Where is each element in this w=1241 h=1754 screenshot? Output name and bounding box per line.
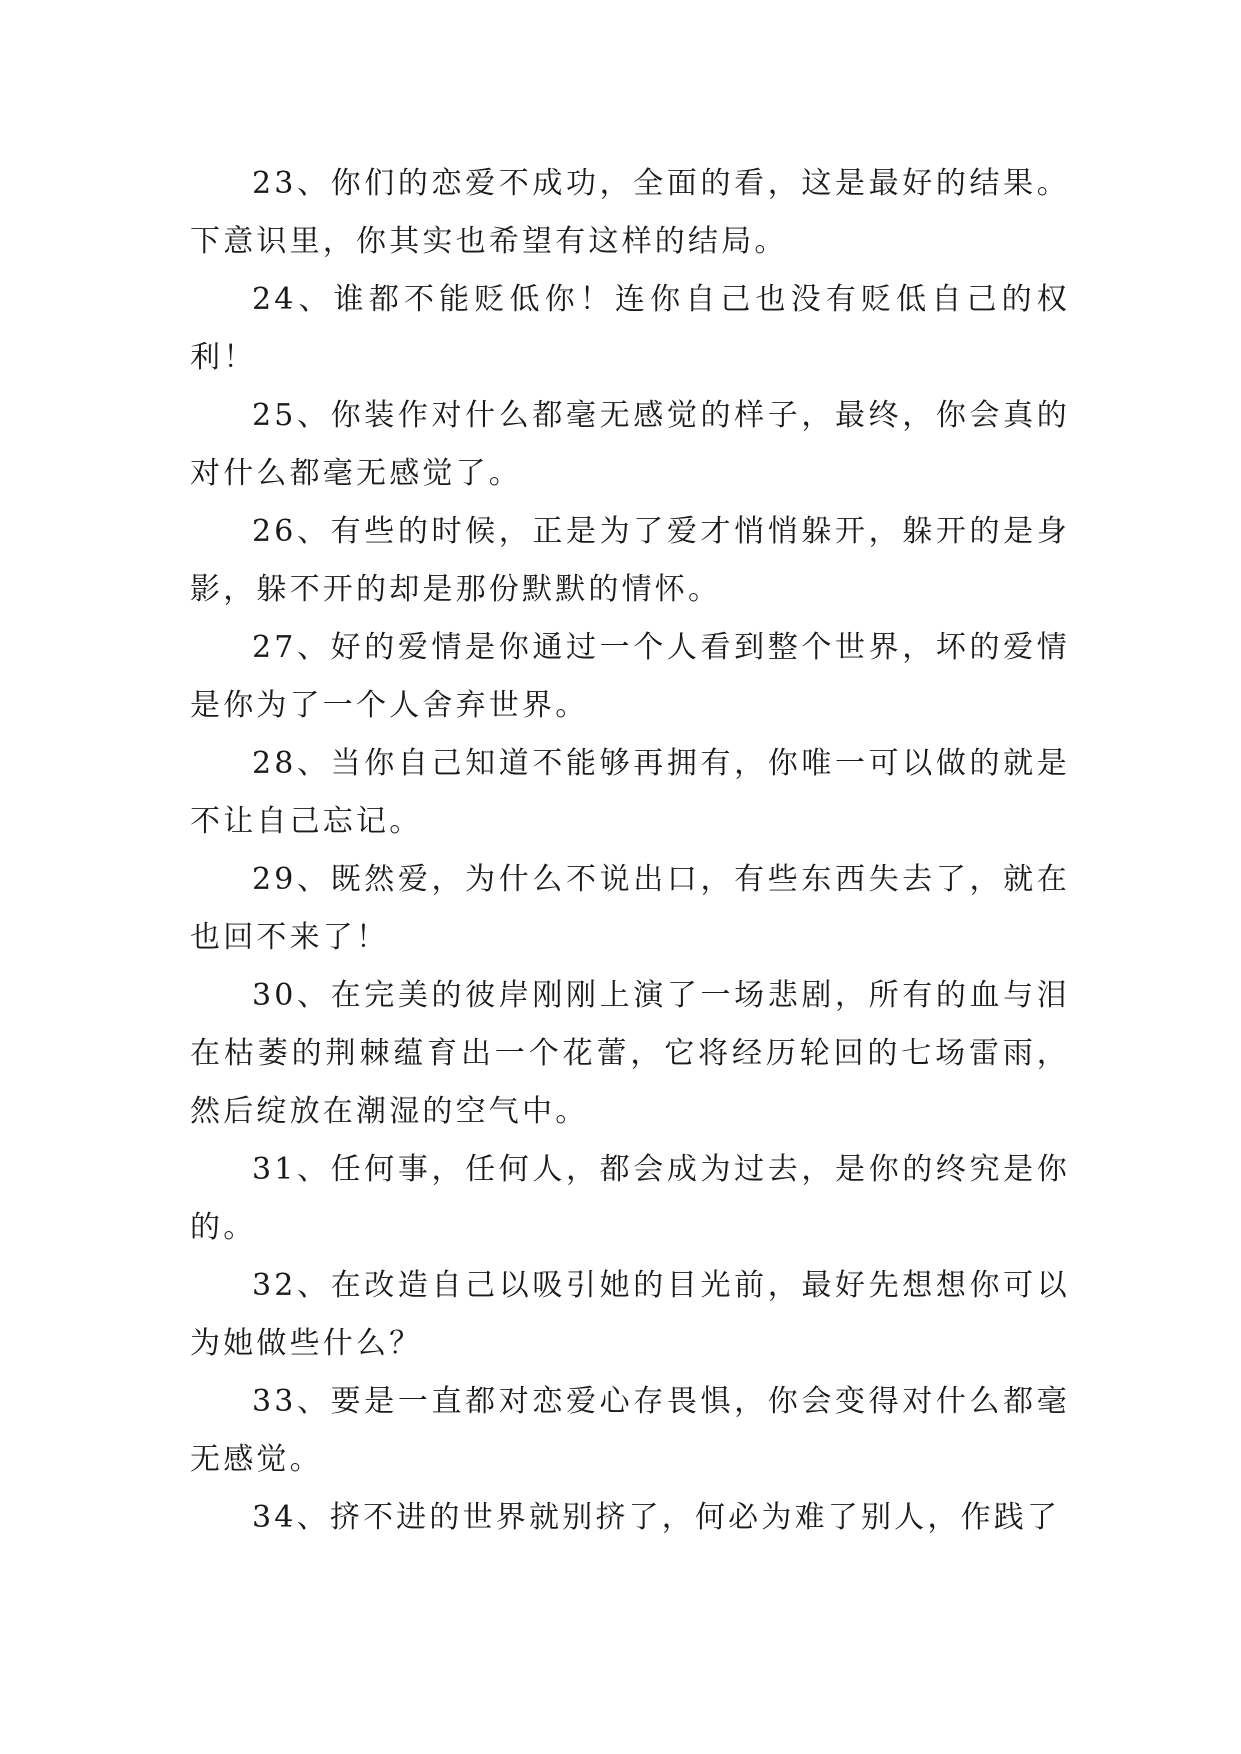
paragraph-28: 28、当你自己知道不能够再拥有，你唯一可以做的就是不让自己忘记。 xyxy=(190,746,1070,839)
paragraph-26: 26、有些的时候，正是为了爱才悄悄躲开，躲开的是身影，躲不开的却是那份默默的情怀。 xyxy=(190,514,1070,607)
paragraph-23: 23、你们的恋爱不成功，全面的看，这是最好的结果。下意识里，你其实也希望有这样的结局。 xyxy=(190,166,1070,259)
document-body xyxy=(190,155,1070,1547)
paragraph-31: 31、任何事，任何人，都会成为过去，是你的终究是你的。 xyxy=(190,1152,1070,1245)
paragraph-27: 27、好的爱情是你通过一个人看到整个世界，坏的爱情是你为了一个人舍弃世界。 xyxy=(190,630,1070,723)
paragraph-32: 32、在改造自己以吸引她的目光前，最好先想想你可以为她做些什么？ xyxy=(190,1268,1070,1361)
paragraph-25: 25、你装作对什么都毫无感觉的样子，最终，你会真的对什么都毫无感觉了。 xyxy=(190,398,1070,491)
paragraph-33: 33、要是一直都对恋爱心存畏惧，你会变得对什么都毫无感觉。 xyxy=(190,1384,1070,1477)
paragraph-29: 29、既然爱，为什么不说出口，有些东西失去了，就在也回不来了！ xyxy=(190,862,1070,955)
paragraph-24: 24、谁都不能贬低你！连你自己也没有贬低自己的权利！ xyxy=(190,282,1070,375)
paragraph-30: 30、在完美的彼岸刚刚上演了一场悲剧，所有的血与泪在枯萎的荆棘蕴育出一个花蕾，它将经历轮回的七场雷雨，然后绽放在潮湿的空气中。 xyxy=(190,978,1070,1129)
paragraph-34: 34、挤不进的世界就别挤了，何必为难了别人，作践了 xyxy=(252,1500,1061,1535)
